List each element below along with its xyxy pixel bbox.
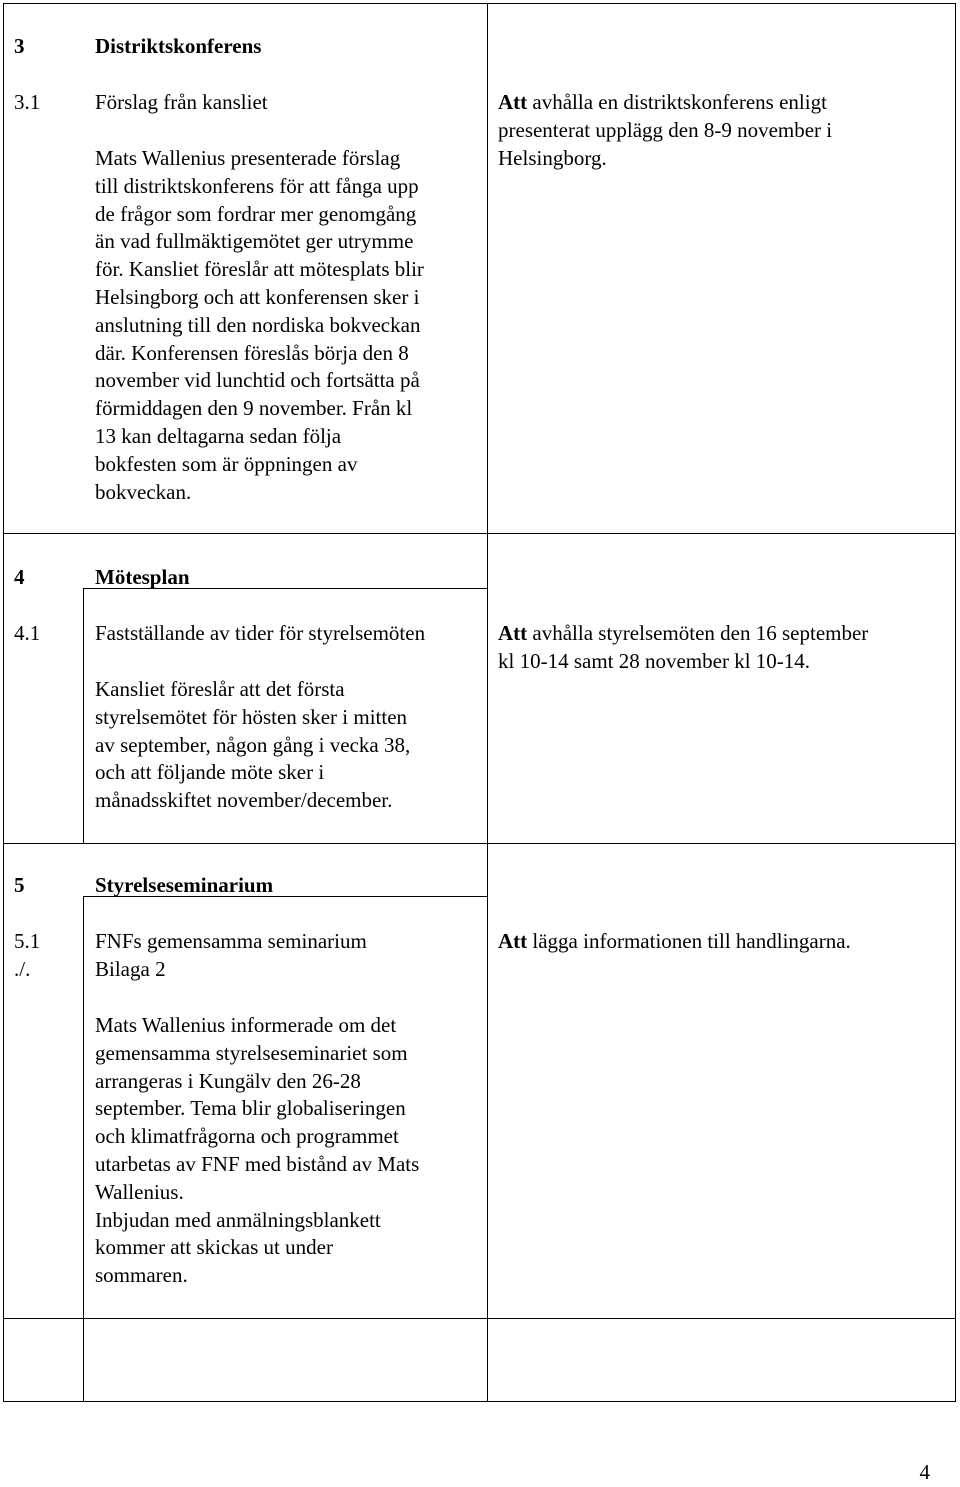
item-body: Mats Wallenius presenterade förslag till distriktskonferens för att fånga upp de frågor som fordrar mer genomgång än vad fullmäktigemötet ger utrymme för. Kansliet föreslår att mötesplats blir Helsingborg och att konferensen sker i anslutning till den nordiska bokveckan där. Konferensen föreslås börja den 8 november vid lunchtid och fortsätta på förmiddagen den 9 november. Från kl 13 kan deltagarna sedan följa bokfesten som är öppningen av bokveckan. [95,146,424,504]
decision-att: Att [498,929,528,953]
section-title: Distriktskonferens [95,34,262,58]
section-number: 5 [14,873,25,897]
row-divider [3,843,956,844]
column-divider [487,3,488,1402]
item-decision [498,928,851,956]
column-divider [83,588,84,843]
decision-text: avhålla styrelsemöten den 16 september kl 10-14 samt 28 november kl 10-14. [498,621,869,673]
item-decision [498,620,868,676]
column-divider [83,896,84,1318]
item-body: Mats Wallenius informerade om det gemensamma styrelseseminariet som arrangeras i Kungälv den 26-28 september. Tema blir globaliseringen och klimatfrågorna och programmet utarbetas av FNF med bistånd av Mats Wallenius. Inbjudan med anmälningsblankett kommer att skickas ut under sommaren. [95,1013,420,1288]
item-body: Kansliet föreslår att det första styrelsemötet för hösten sker i mitten av september, någon gång i vecka 38, och att följande möte sker i månadsskiftet november/december. [95,677,411,813]
row-divider [3,1318,956,1319]
section-number: 4 [14,565,25,589]
item-heading: FNFs gemensamma seminarium Bilaga 2 [95,929,367,981]
column-divider [83,1318,84,1402]
row-divider [3,533,956,534]
item-number: 4.1 [14,621,41,645]
item-decision [498,89,832,172]
decision-att: Att [498,90,528,114]
section-title: Styrelseseminarium [95,873,274,897]
section-number: 3 [14,34,25,58]
decision-att: Att [498,621,528,645]
item-heading: Fastställande av tider för styrelsemöten [95,621,426,645]
item-number: 3.1 [14,90,41,114]
section-title: Mötesplan [95,565,190,589]
decision-text: lägga informationen till handlingarna. [527,929,851,953]
decision-text: avhålla en distriktskonferens enligt presenterat upplägg den 8-9 november i Helsingborg. [498,90,833,170]
page-number: 4 [919,1460,930,1484]
item-number: 5.1 ./. [14,929,41,981]
item-heading: Förslag från kansliet [95,90,268,114]
